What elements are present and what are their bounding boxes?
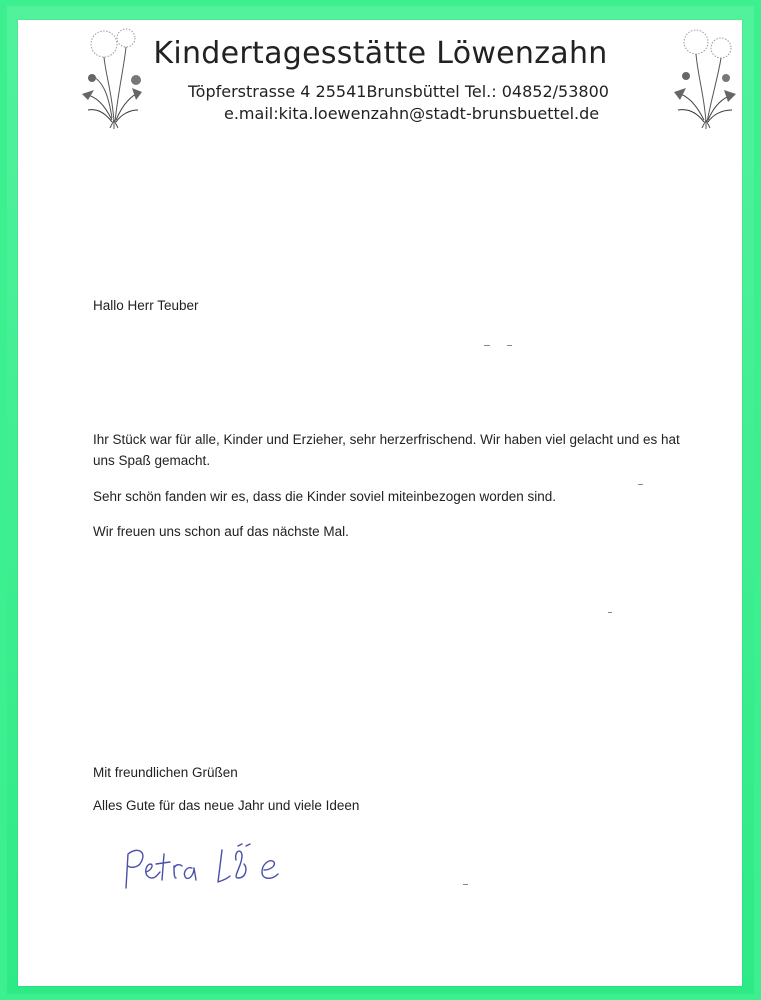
letterhead-email: e.mail:kita.loewenzahn@stadt-brunsbuettel.de (224, 104, 600, 123)
letter-paragraph: Ihr Stück war für alle, Kinder und Erzieher, sehr herzerfrischend. Wir haben viel gelacht und es hat uns Spaß gemacht. (93, 432, 680, 468)
letter-paragraph: Sehr schön fanden wir es, dass die Kinder soviel miteinbezogen worden sind. (93, 489, 557, 504)
letter-wish: Alles Gute für das neue Jahr und viele Ideen (93, 798, 360, 813)
letter-closing: Mit freundlichen Grüßen (93, 765, 238, 780)
letter-greeting: Hallo Herr Teuber (93, 298, 199, 313)
letter-paragraph: Wir freuen uns schon auf das nächste Mal. (93, 524, 349, 539)
letterhead-address: Töpferstrasse 4 25541Brunsbüttel Tel.: 04852/53800 (188, 82, 609, 101)
letterhead-title: Kindertagesstätte Löwenzahn (153, 36, 608, 71)
handwritten-signature (118, 838, 298, 898)
